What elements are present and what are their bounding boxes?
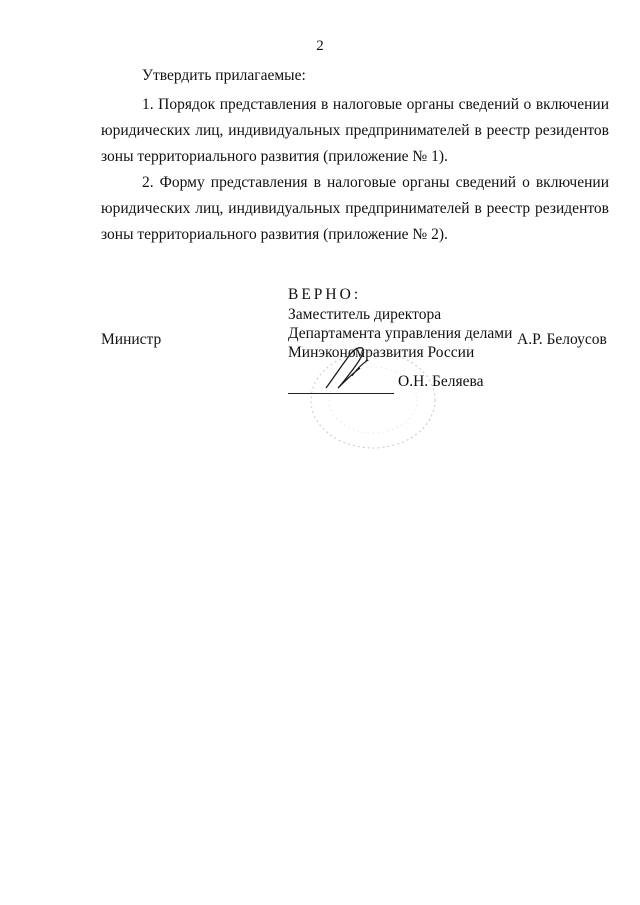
certification-heading: ВЕРНО: bbox=[288, 286, 362, 303]
certification-line: Департамента управления делами bbox=[288, 325, 513, 342]
list-item: 1. Порядок представления в налоговые органы сведений о включении юридических лиц, индивидуальных предпринимателей в реестр резидентов зоны территориального развития (приложение № 1). bbox=[101, 96, 609, 165]
intro-text: Утвердить прилагаемые: bbox=[142, 67, 306, 84]
handwritten-signature bbox=[322, 342, 382, 394]
signatory-position: Министр bbox=[101, 331, 162, 348]
certification-line: Заместитель директора bbox=[288, 306, 442, 323]
signature-line bbox=[288, 393, 394, 394]
signatory-name: А.Р. Белоусов bbox=[517, 331, 607, 348]
certifier-name: О.Н. Беляева bbox=[398, 373, 484, 390]
list-item: 2. Форму представления в налоговые органы сведений о включении юридических лиц, индивидуальных предпринимателей в реестр резидентов зоны территориального развития (приложение № 2). bbox=[101, 174, 609, 243]
page-number: 2 bbox=[316, 38, 324, 54]
certification-line: Минэкономразвития России bbox=[288, 344, 475, 361]
